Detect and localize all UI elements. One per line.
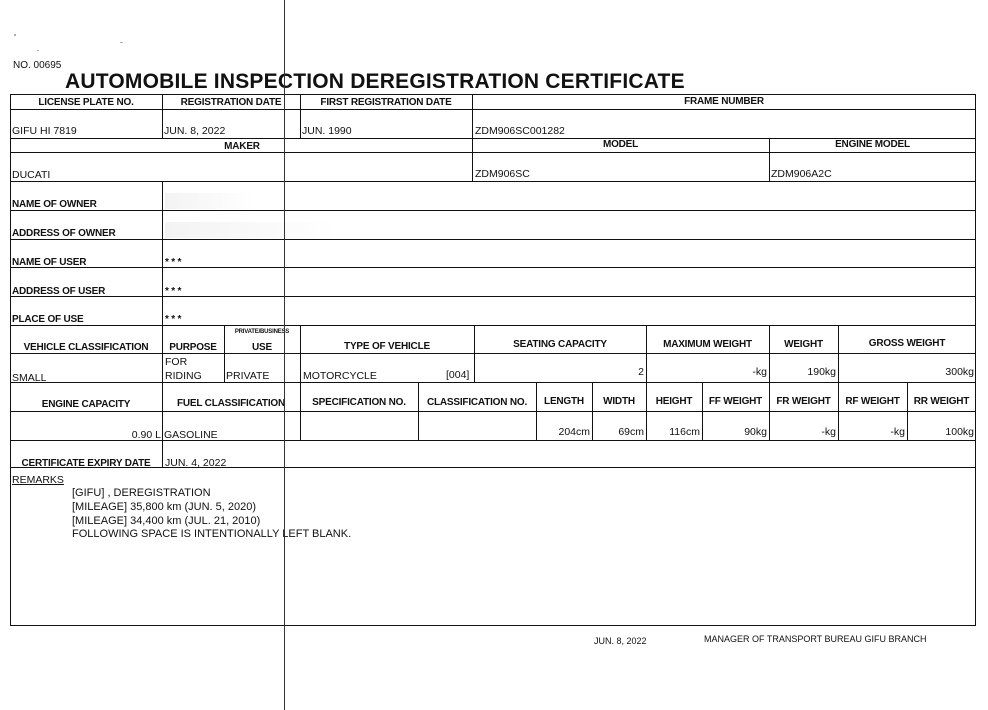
owner-address-label: ADDRESS OF OWNER xyxy=(12,228,116,239)
remark-line: [GIFU] , DEREGISTRATION xyxy=(72,487,211,499)
remark-line: FOLLOWING SPACE IS INTENTIONALLY LEFT BLANK. xyxy=(72,528,352,540)
redacted-owner-name xyxy=(165,193,255,209)
engine-capacity-label: ENGINE CAPACITY xyxy=(41,399,131,410)
seating-capacity-value: 2 xyxy=(638,366,644,378)
user-address-value: * * * xyxy=(165,286,182,297)
rr-weight-label: RR WEIGHT xyxy=(913,396,970,407)
engine-model-value: ZDM906A2C xyxy=(771,168,832,180)
ff-weight-label: FF WEIGHT xyxy=(708,396,763,407)
first-registration-value: JUN. 1990 xyxy=(302,125,352,137)
row-rule xyxy=(10,181,976,182)
vehicle-classification-value: SMALL xyxy=(12,372,47,384)
purpose-value-line2: RIDING xyxy=(165,370,202,382)
issuer-name: MANAGER OF TRANSPORT BUREAU GIFU BRANCH xyxy=(704,634,927,644)
classification-no-label: CLASSIFICATION NO. xyxy=(426,397,528,408)
place-of-use-label: PLACE OF USE xyxy=(12,314,84,325)
model-value: ZDM906SC xyxy=(475,168,530,180)
rf-weight-value: -kg xyxy=(890,426,905,438)
vehicle-classification-label: VEHICLE CLASSIFICATION xyxy=(23,342,149,353)
weight-value: 190kg xyxy=(807,366,836,378)
length-value: 204cm xyxy=(558,426,590,438)
type-code-value: [004] xyxy=(446,369,470,381)
redacted-owner-address xyxy=(165,222,340,238)
row-rule xyxy=(10,267,976,268)
license-plate-value: GIFU HI 7819 xyxy=(12,125,77,137)
remark-line: [MILEAGE] 34,400 km (JUL. 21, 2010) xyxy=(72,515,261,527)
row-rule xyxy=(472,152,976,153)
use-value: PRIVATE xyxy=(226,370,270,382)
width-label: WIDTH xyxy=(603,396,635,407)
scan-speck xyxy=(14,34,16,36)
scan-speck xyxy=(120,42,123,43)
place-of-use-value: * * * xyxy=(165,314,182,325)
fuel-classification-label: FUEL CLASSIFICATION xyxy=(176,398,286,409)
gross-weight-value: 300kg xyxy=(945,366,974,378)
type-of-vehicle-value: MOTORCYCLE xyxy=(303,370,377,382)
purpose-label: PURPOSE xyxy=(169,342,217,353)
row-rule xyxy=(10,353,976,354)
user-name-label: NAME OF USER xyxy=(12,257,87,268)
fr-weight-label: FR WEIGHT xyxy=(776,396,831,407)
row-rule xyxy=(10,325,976,326)
registration-date-label: REGISTRATION DATE xyxy=(180,97,282,108)
col-rule xyxy=(162,181,163,325)
type-of-vehicle-label: TYPE OF VEHICLE xyxy=(344,341,430,352)
license-plate-label: LICENSE PLATE NO. xyxy=(38,97,134,108)
certificate-expiry-value: JUN. 4, 2022 xyxy=(165,457,227,469)
maker-label: MAKER xyxy=(224,141,260,152)
engine-capacity-value: 0.90 L xyxy=(131,429,161,441)
owner-name-label: NAME OF OWNER xyxy=(12,199,97,210)
row-rule xyxy=(10,296,976,297)
height-value: 116cm xyxy=(669,426,700,438)
scan-speck xyxy=(37,50,39,51)
gross-weight-label: GROSS WEIGHT xyxy=(868,338,946,349)
weight-label: WEIGHT xyxy=(784,339,823,350)
engine-model-label: ENGINE MODEL xyxy=(835,139,910,150)
maximum-weight-label: MAXIMUM WEIGHT xyxy=(663,339,752,350)
scan-fold-line xyxy=(284,0,285,710)
document-number: NO. 00695 xyxy=(13,60,62,71)
issue-date: JUN. 8, 2022 xyxy=(594,636,647,646)
registration-date-value: JUN. 8, 2022 xyxy=(164,125,226,137)
row-rule xyxy=(10,109,976,110)
col-rule xyxy=(418,382,419,440)
first-registration-label: FIRST REGISTRATION DATE xyxy=(320,97,452,108)
certificate-title: AUTOMOBILE INSPECTION DEREGISTRATION CERTIFICATE xyxy=(65,70,685,93)
fuel-classification-value: GASOLINE xyxy=(164,429,218,441)
certificate-expiry-label: CERTIFICATE EXPIRY DATE xyxy=(21,458,151,469)
maker-value: DUCATI xyxy=(12,169,51,181)
row-rule xyxy=(10,152,474,153)
frame-number-label: FRAME NUMBER xyxy=(684,96,764,107)
row-rule xyxy=(10,239,976,240)
row-rule xyxy=(10,411,976,412)
purpose-value-line1: FOR xyxy=(165,356,188,368)
model-label: MODEL xyxy=(602,139,639,150)
user-name-value: * * * xyxy=(165,257,182,268)
private-business-label: PRIVATE/BUSINESS xyxy=(234,329,290,335)
remarks-label: REMARKS xyxy=(12,474,64,486)
length-label: LENGTH xyxy=(544,396,584,407)
fr-weight-value: -kg xyxy=(821,426,836,438)
row-rule xyxy=(10,382,976,383)
specification-no-label: SPECIFICATION NO. xyxy=(312,397,406,408)
height-label: HEIGHT xyxy=(655,396,693,407)
use-label: USE xyxy=(252,342,272,353)
seating-capacity-label: SEATING CAPACITY xyxy=(513,339,607,350)
remark-line: [MILEAGE] 35,800 km (JUN. 5, 2020) xyxy=(72,501,257,513)
ff-weight-value: 90kg xyxy=(744,426,767,438)
col-rule xyxy=(472,94,473,181)
width-value: 69cm xyxy=(618,426,644,438)
user-address-label: ADDRESS OF USER xyxy=(12,286,106,297)
rf-weight-label: RF WEIGHT xyxy=(845,396,900,407)
rr-weight-value: 100kg xyxy=(945,426,974,438)
maximum-weight-value: -kg xyxy=(752,366,767,378)
row-rule xyxy=(10,210,976,211)
frame-number-value: ZDM906SC001282 xyxy=(475,125,565,137)
